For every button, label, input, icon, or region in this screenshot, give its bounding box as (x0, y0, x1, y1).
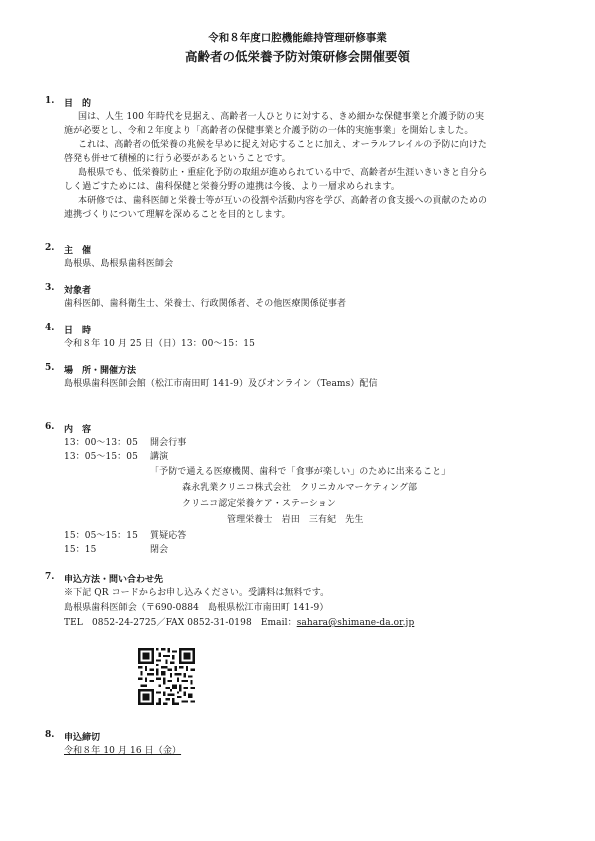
lecture-title: 「予防で通える医療機関、歯科で「食事が楽しい」のために出来ること」 (150, 467, 451, 477)
section-number: 3. (45, 283, 55, 293)
section-number: 7. (45, 572, 55, 582)
section-heading-purpose: 目 的 (64, 99, 92, 109)
purpose-line: 島根県でも、低栄養防止・重症化予防の取組が進められている中で、高齢者が生涯いきいきと自分ら (78, 168, 488, 178)
section-number: 1. (45, 96, 55, 106)
deadline-text: 令和８年 10 月 16 日（金） (64, 746, 182, 756)
speaker-name: 管理栄養士 岩田 三有紀 先生 (227, 515, 364, 525)
purpose-line: 啓発も併せて積極的に行う必要があるということです。 (64, 154, 291, 164)
schedule-item: 質疑応答 (150, 531, 187, 541)
application-note: ※下記 QR コードからお申し込みください。受講料は無料です。 (64, 588, 330, 598)
section-heading-organizer: 主 催 (64, 246, 92, 256)
organizer-text: 島根県、島根県歯科医師会 (64, 259, 174, 269)
section-heading-datetime: 日 時 (64, 326, 92, 336)
purpose-line: 施が必要とし、令和２年度より「高齢者の保健事業と介護予防の一体的実施事業」を開始しました。 (64, 126, 474, 136)
purpose-line: これは、高齢者の低栄養の兆候を早めに捉え対応することに加え、オーラルフレイルの予防に向けた (78, 140, 487, 150)
section-number: 5. (45, 363, 55, 373)
application-contact (64, 617, 414, 630)
contact-phone-fax: TEL 0852-24-2725／FAX 0852-31-0198 Email： (64, 618, 297, 628)
schedule-time: 13：05～15：05 (64, 452, 138, 462)
schedule-time: 15：05～15：15 (64, 531, 138, 541)
section-number: 6. (45, 422, 55, 432)
datetime-text: 令和８年 10 月 25 日（日）13：00～15：15 (64, 339, 255, 349)
purpose-line: しく過ごすためには、歯科保健と栄養分野の連携は今後、より一層求められます。 (64, 182, 400, 192)
purpose-line: 国は、人生 100 年時代を見据え、高齢者一人ひとりに対する、きめ細かな保健事業と介護予防の実 (78, 112, 485, 122)
section-number: 8. (45, 730, 55, 740)
application-address: 島根県歯科医師会（〒690-0884 島根県松江市南田町 141-9） (64, 603, 329, 613)
section-heading-venue: 場 所・開催方法 (64, 366, 137, 376)
section-heading-deadline: 申込締切 (64, 733, 101, 743)
schedule-item: 閉会 (150, 545, 169, 555)
schedule-time: 15：15 (64, 545, 97, 555)
purpose-line: 本研修では、歯科医師と栄養士等が互いの役割や活動内容を学び、高齢者の食支援への貢献のための (78, 196, 488, 206)
section-number: 2. (45, 243, 55, 253)
header-subtitle: 令和８年度口腔機能維持管理研修事業 (208, 32, 387, 44)
speaker-organization: 森永乳業クリニコ株式会社 クリニカルマーケティング部 (182, 483, 418, 493)
page-title: 高齢者の低栄養予防対策研修会開催要領 (184, 49, 410, 64)
schedule-item: 講演 (150, 452, 169, 462)
section-heading-application: 申込方法・問い合わせ先 (64, 575, 164, 585)
schedule-time: 13：00～13：05 (64, 438, 138, 448)
section-number: 4. (45, 323, 55, 333)
speaker-department: クリニコ認定栄養ケア・ステーション (182, 499, 336, 509)
section-heading-content: 内 容 (64, 425, 92, 435)
audience-text: 歯科医師、歯科衛生士、栄養士、行政関係者、その他医療関係従事者 (64, 299, 347, 309)
section-heading-audience: 対象者 (64, 286, 92, 296)
schedule-item: 開会行事 (150, 438, 187, 448)
email-link[interactable]: sahara@shimane-da.or.jp (296, 618, 415, 628)
qr-code-icon[interactable] (138, 648, 195, 705)
purpose-line: 連携づくりについて理解を深めることを目的とします。 (64, 210, 291, 220)
venue-text: 島根県歯科医師会館（松江市南田町 141-9）及びオンライン（Teams）配信 (64, 379, 378, 389)
